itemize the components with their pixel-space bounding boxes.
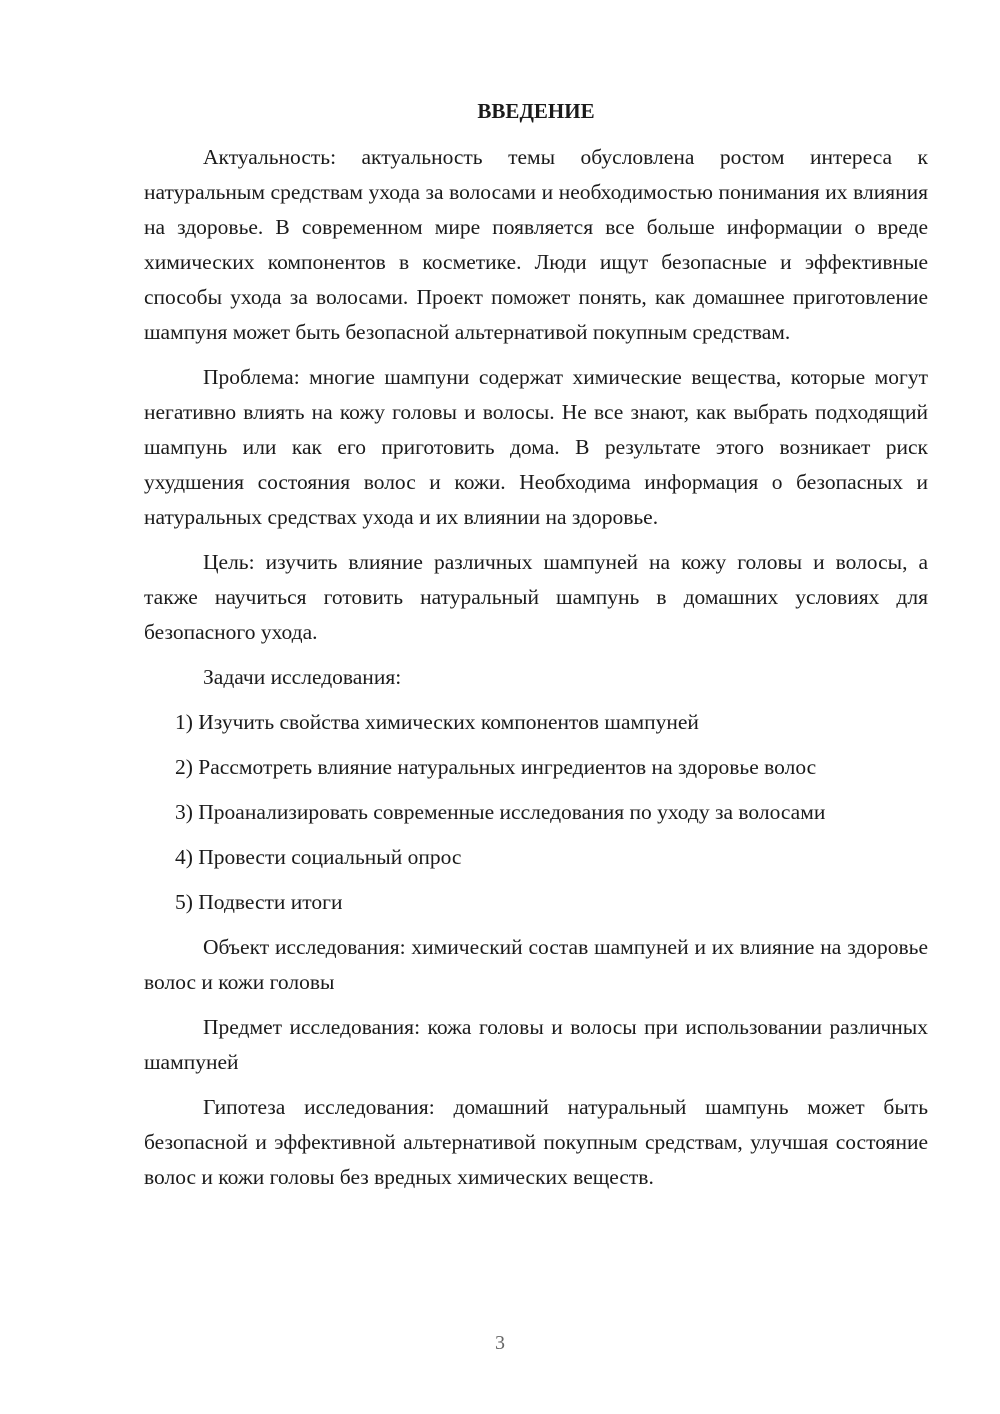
tasks-list <box>144 705 928 920</box>
task-item-5: 5) Подвести итоги <box>175 890 343 914</box>
tasks-title: Задачи исследования: <box>203 665 402 689</box>
subject-paragraph: Предмет исследования: кожа головы и волосы при использовании различных шампуней <box>144 1015 928 1074</box>
page-title: ВВЕДЕНИЕ <box>477 99 595 123</box>
object-paragraph: Объект исследования: химический состав шампуней и их влияние на здоровье волос и кожи головы <box>144 935 928 994</box>
task-item-2: 2) Рассмотреть влияние натуральных ингредиентов на здоровье волос <box>175 755 817 779</box>
task-item-4: 4) Провести социальный опрос <box>175 845 462 869</box>
relevance-paragraph: Актуальность: актуальность темы обусловлена ростом интереса к натуральным средствам ухода за волосами и необходимостью понимания их влияния на здоровье. В современном мире появляется все больше информации о вреде химических компонентов в косметике. Люди ищут безопасные и эффективные способы ухода за волосами. Проект поможет понять, как домашнее приготовление шампуня может быть безопасной альтернативой покупным средствам. <box>144 145 928 344</box>
task-item-1: 1) Изучить свойства химических компонентов шампуней <box>175 710 699 734</box>
task-item-3: 3) Проанализировать современные исследования по уходу за волосами <box>175 800 826 824</box>
problem-paragraph: Проблема: многие шампуни содержат химические вещества, которые могут негативно влиять на кожу головы и волосы. Не все знают, как выбрать подходящий шампунь или как его приготовить дома. В результате этого возникает риск ухудшения состояния волос и кожи. Необходима информация о безопасных и натуральных средствах ухода и их влиянии на здоровье. <box>144 365 928 529</box>
document-page <box>144 96 928 1205</box>
hypothesis-paragraph: Гипотеза исследования: домашний натуральный шампунь может быть безопасной и эффективной альтернативой покупным средствам, улучшая состояние волос и кожи головы без вредных химических веществ. <box>144 1095 928 1189</box>
page-number: 3 <box>495 1332 505 1354</box>
goal-paragraph: Цель: изучить влияние различных шампуней на кожу головы и волосы, а также научиться готовить натуральный шампунь в домашних условиях для безопасного ухода. <box>144 550 928 644</box>
